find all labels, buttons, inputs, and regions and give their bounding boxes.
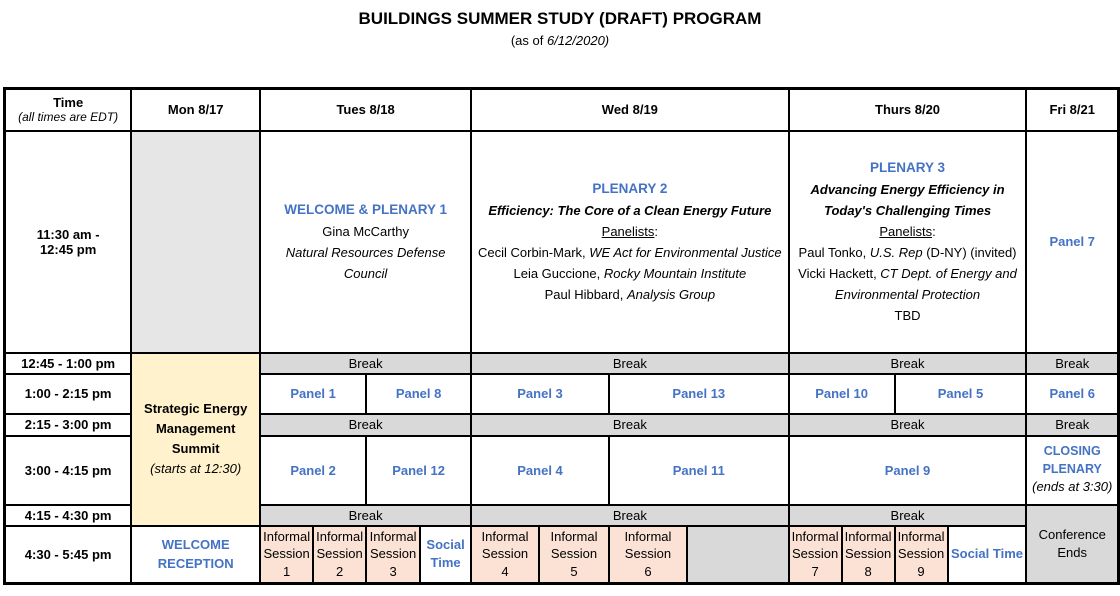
panel-3-cell: Panel 3 [471, 374, 609, 414]
plenary-1-speaker: Gina McCarthy [322, 223, 409, 239]
panel-10-cell: Panel 10 [789, 374, 895, 414]
plenary-3-panelists-colon: : [932, 223, 936, 239]
plenary-1-org: Natural Resources Defense Council [285, 244, 446, 281]
informal-session-number: 4 [501, 564, 509, 580]
closing-plenary-note: (ends at 3:30) [1032, 479, 1113, 495]
summit-note: (starts at 12:30) [150, 461, 242, 477]
informal-session-number: 2 [336, 564, 344, 580]
subtitle-prefix: (as of [510, 33, 547, 48]
plenary-2-panelists-heading [474, 221, 786, 242]
panel-12-cell: Panel 12 [366, 436, 471, 505]
informal-session-label: Informal Session [624, 528, 672, 562]
subtitle-date: 6/12/2020) [546, 33, 610, 48]
panelist-name: Paul Tonko, [798, 244, 870, 260]
plenary-2-panelist-2 [474, 263, 786, 284]
program-table [3, 87, 1120, 585]
panel-13-cell: Panel 13 [609, 374, 789, 414]
informal-session-7-cell [789, 526, 842, 584]
plenary-2-cell [471, 131, 789, 353]
plenary-2-title: PLENARY 2 [592, 180, 668, 196]
time-slot-4: 2:15 - 3:00 pm [5, 414, 132, 436]
panel-4-cell: Panel 4 [471, 436, 609, 505]
informal-session-label: Informal Session [369, 528, 417, 562]
informal-session-label: Informal Session [316, 528, 364, 562]
panelist-name: Cecil Corbin-Mark, [478, 244, 590, 260]
break-cell-tue: Break [260, 353, 471, 374]
summit-cell [131, 353, 260, 526]
day-header-wed: Wed 8/19 [471, 89, 789, 131]
day-header-tue: Tues 8/18 [260, 89, 471, 131]
panelist-org: CT Dept. of Energy and Environmental Protection [834, 265, 1017, 302]
time-header-cell [5, 89, 132, 131]
social-time-thu-cell: Social Time [948, 526, 1027, 584]
break-cell-fri: Break [1026, 414, 1118, 436]
panelist-org: Rocky Mountain Institute [603, 265, 747, 281]
break-cell-wed: Break [471, 414, 789, 436]
time-slot-5: 3:00 - 4:15 pm [5, 436, 132, 505]
page-title: BUILDINGS SUMMER STUDY (DRAFT) PROGRAM [358, 9, 762, 28]
time-slot-6: 4:15 - 4:30 pm [5, 505, 132, 526]
time-slot-1-line2: 12:45 pm [39, 241, 97, 257]
informal-session-4-cell [471, 526, 539, 584]
informal-session-number: 8 [864, 564, 872, 580]
panel-1-cell: Panel 1 [260, 374, 366, 414]
break-cell-thu: Break [789, 353, 1027, 374]
conference-ends-cell: Conference Ends [1026, 505, 1118, 584]
closing-plenary-title: CLOSING PLENARY [1042, 444, 1102, 476]
informal-session-number: 7 [811, 564, 819, 580]
break-cell-tue: Break [260, 414, 471, 436]
panel-2-cell: Panel 2 [260, 436, 366, 505]
time-slot-3: 1:00 - 2:15 pm [5, 374, 132, 414]
plenary-3-panelists-label: Panelists [879, 223, 933, 239]
closing-plenary-cell [1026, 436, 1118, 505]
time-slot-1-line1: 11:30 am - [36, 226, 100, 242]
plenary-3-panelist-2 [792, 263, 1024, 305]
informal-session-label: Informal Session [844, 528, 892, 562]
informal-session-2-cell [313, 526, 366, 584]
welcome-reception-cell: WELCOME RECEPTION [131, 526, 260, 584]
panel-9-cell: Panel 9 [789, 436, 1027, 505]
day-header-mon: Mon 8/17 [131, 89, 260, 131]
informal-session-label: Informal Session [263, 528, 311, 562]
panel-11-cell: Panel 11 [609, 436, 789, 505]
panel-7-cell: Panel 7 [1026, 131, 1118, 353]
break-cell-wed: Break [471, 353, 789, 374]
time-slot-1 [5, 131, 132, 353]
informal-session-5-cell [539, 526, 609, 584]
evening-row [5, 526, 1119, 584]
break-row-1 [5, 353, 1119, 374]
panelist-org: U.S. Rep [869, 244, 923, 260]
informal-session-number: 6 [644, 564, 652, 580]
panel-6-cell: Panel 6 [1026, 374, 1118, 414]
day-header-thu: Thurs 8/20 [789, 89, 1027, 131]
plenary-3-panelist-3: TBD [894, 308, 921, 324]
informal-session-label: Informal Session [481, 528, 529, 562]
informal-session-number: 1 [283, 564, 291, 580]
break-cell-thu: Break [789, 505, 1027, 526]
panelist-suffix: (D-NY) (invited) [922, 244, 1017, 260]
plenary-2-panelist-3 [474, 284, 786, 305]
panelist-name: Vicki Hackett, [798, 265, 881, 281]
plenary-2-topic: Efficiency: The Core of a Clean Energy Future [488, 202, 772, 218]
break-cell-wed: Break [471, 505, 789, 526]
plenary-3-panelist-1 [792, 242, 1024, 263]
time-header-note: (all times are EDT) [18, 110, 119, 125]
wed-empty-cell [687, 526, 789, 584]
plenary-2-panelists-colon: : [654, 223, 659, 239]
time-slot-7: 4:30 - 5:45 pm [5, 526, 132, 584]
mon-empty-cell [131, 131, 260, 353]
plenary-row [5, 131, 1119, 353]
informal-session-number: 3 [389, 564, 397, 580]
informal-session-label: Informal Session [550, 528, 598, 562]
informal-session-number: 9 [917, 564, 925, 580]
plenary-2-panelists-label: Panelists [601, 223, 655, 239]
break-cell-thu: Break [789, 414, 1027, 436]
time-header-label: Time [53, 95, 84, 111]
social-time-tue-cell: Social Time [420, 526, 471, 584]
informal-session-8-cell [842, 526, 895, 584]
panelist-org: WE Act for Environmental Justice [589, 244, 782, 260]
plenary-3-title: PLENARY 3 [870, 159, 946, 175]
welcome-plenary-1-cell [260, 131, 471, 353]
plenary-3-topic: Advancing Energy Efficiency in Today's Challenging Times [810, 181, 1005, 218]
panel-8-cell: Panel 8 [366, 374, 471, 414]
panelist-name: Leia Guccione, [513, 265, 604, 281]
informal-session-3-cell [366, 526, 420, 584]
informal-session-label: Informal Session [897, 528, 945, 562]
informal-session-label: Informal Session [791, 528, 839, 562]
summit-title: Strategic Energy Management Summit [144, 400, 248, 456]
plenary-3-cell [789, 131, 1027, 353]
panelist-name: Paul Hibbard, [544, 287, 627, 302]
day-header-fri: Fri 8/21 [1026, 89, 1118, 131]
informal-session-1-cell [260, 526, 313, 584]
break-cell-tue: Break [260, 505, 471, 526]
page-subtitle [0, 29, 1120, 48]
panel-5-cell: Panel 5 [895, 374, 1027, 414]
time-slot-2: 12:45 - 1:00 pm [5, 353, 132, 374]
break-cell-fri: Break [1026, 353, 1118, 374]
informal-session-6-cell [609, 526, 687, 584]
panelist-org: Analysis Group [626, 287, 716, 302]
plenary-3-panelists-heading [792, 221, 1024, 242]
informal-session-9-cell [895, 526, 948, 584]
plenary-2-panelist-1 [474, 242, 786, 263]
header-row [5, 89, 1119, 131]
informal-session-number: 5 [570, 564, 578, 580]
plenary-1-title: WELCOME & PLENARY 1 [284, 202, 447, 217]
